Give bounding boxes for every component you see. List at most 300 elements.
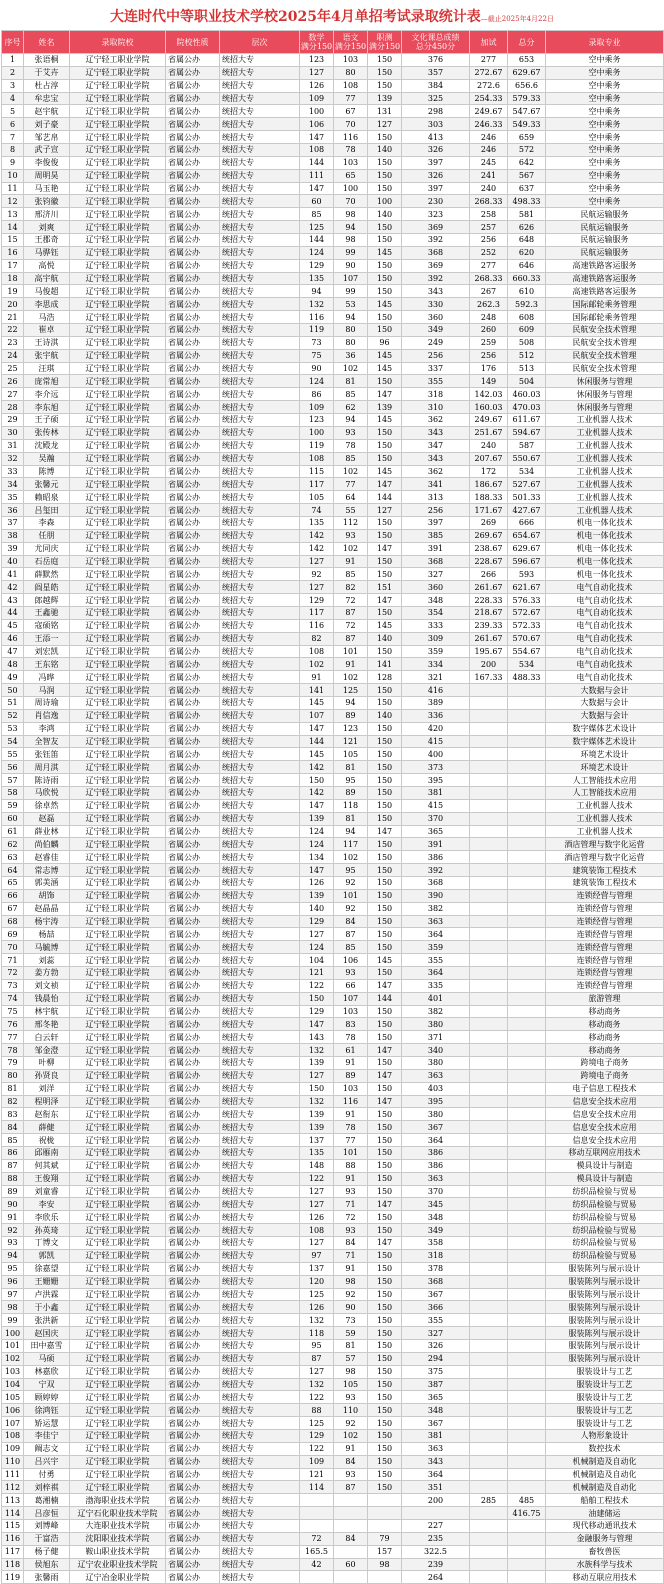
school-type: 省属公办	[166, 1044, 220, 1057]
admitted-school: 辽宁轻工职业学院	[70, 1327, 166, 1340]
school-type: 省属公办	[166, 324, 220, 337]
extra-test-score	[470, 1468, 508, 1481]
row-number: 71	[2, 954, 24, 967]
school-type: 省属公办	[166, 144, 220, 157]
table-row	[2, 812, 664, 825]
level: 统招大专	[220, 1391, 300, 1404]
row-number: 88	[2, 1172, 24, 1185]
chinese-score: 93	[334, 1391, 368, 1404]
level: 统招大专	[220, 324, 300, 337]
school-type: 省属公办	[166, 658, 220, 671]
chinese-score: 103	[334, 1005, 368, 1018]
level: 统招大专	[220, 1249, 300, 1262]
aptitude-score: 150	[368, 786, 402, 799]
culture-total: 363	[402, 1069, 470, 1082]
math-score: 42	[300, 1558, 334, 1571]
student-name: 孙贤良	[24, 1069, 70, 1082]
total-score	[508, 992, 546, 1005]
table-row	[2, 131, 664, 144]
chinese-score: 83	[334, 1018, 368, 1031]
level: 统招大专	[220, 1571, 300, 1584]
level: 统招大专	[220, 928, 300, 941]
culture-total: 375	[402, 1365, 470, 1378]
level: 统招大专	[220, 66, 300, 79]
row-number: 28	[2, 401, 24, 414]
table-row	[2, 1571, 664, 1584]
admitted-major: 现代移动通讯技术	[546, 1519, 664, 1532]
student-name: 祝栊	[24, 1134, 70, 1147]
level: 统招大专	[220, 709, 300, 722]
total-score	[508, 1532, 546, 1545]
culture-total: 348	[402, 1211, 470, 1224]
student-name: 王姗姗	[24, 1275, 70, 1288]
level: 统招大专	[220, 632, 300, 645]
total-score	[508, 864, 546, 877]
extra-test-score	[470, 1314, 508, 1327]
school-type: 省属公办	[166, 439, 220, 452]
extra-test-score	[470, 992, 508, 1005]
level: 统招大专	[220, 516, 300, 529]
school-type: 省属公办	[166, 79, 220, 92]
chinese-score: 98	[334, 234, 368, 247]
row-number: 57	[2, 774, 24, 787]
math-score: 150	[300, 1082, 334, 1095]
level: 统招大专	[220, 1185, 300, 1198]
row-number: 39	[2, 542, 24, 555]
chinese-score: 85	[334, 388, 368, 401]
student-name: 刘子豪	[24, 118, 70, 131]
school-type: 省属公办	[166, 388, 220, 401]
table-row	[2, 1558, 664, 1571]
total-score	[508, 1442, 546, 1455]
admitted-school: 辽宁轻工职业学院	[70, 1224, 166, 1237]
total-score	[508, 851, 546, 864]
chinese-score: 89	[334, 1069, 368, 1082]
student-name: 刘梓祺	[24, 1481, 70, 1494]
chinese-score: 121	[334, 735, 368, 748]
culture-total: 227	[402, 1519, 470, 1532]
student-name: 丁博文	[24, 1237, 70, 1250]
chinese-score: 105	[334, 1378, 368, 1391]
aptitude-score: 150	[368, 606, 402, 619]
culture-total: 391	[402, 542, 470, 555]
school-type: 省属公办	[166, 1172, 220, 1185]
level: 统招大专	[220, 1224, 300, 1237]
level: 统招大专	[220, 1031, 300, 1044]
school-type: 省属公办	[166, 491, 220, 504]
chinese-score: 103	[334, 156, 368, 169]
row-number: 12	[2, 195, 24, 208]
aptitude-score: 145	[368, 298, 402, 311]
math-score: 144	[300, 735, 334, 748]
table-row	[2, 555, 664, 568]
extra-test-score	[470, 851, 508, 864]
math-score: 100	[300, 426, 334, 439]
chinese-score	[334, 1507, 368, 1520]
level: 统招大专	[220, 79, 300, 92]
level: 统招大专	[220, 1442, 300, 1455]
level: 统招大专	[220, 684, 300, 697]
level: 统招大专	[220, 1198, 300, 1211]
admitted-major: 服装陈列与展示设计	[546, 1301, 664, 1314]
row-number: 55	[2, 748, 24, 761]
aptitude-score: 150	[368, 1185, 402, 1198]
school-type: 省属公办	[166, 92, 220, 105]
student-name: 高悦	[24, 259, 70, 272]
culture-total: 343	[402, 285, 470, 298]
admitted-school: 辽宁轻工职业学院	[70, 1095, 166, 1108]
table-row	[2, 1378, 664, 1391]
admitted-major: 服装陈列与展示设计	[546, 1352, 664, 1365]
level: 统招大专	[220, 156, 300, 169]
level: 统招大专	[220, 735, 300, 748]
math-score: 143	[300, 1031, 334, 1044]
culture-total: 397	[402, 156, 470, 169]
math-score: 127	[300, 66, 334, 79]
aptitude-score: 147	[368, 478, 402, 491]
table-row	[2, 336, 664, 349]
table-row	[2, 362, 664, 375]
admitted-school: 辽宁轻工职业学院	[70, 1005, 166, 1018]
culture-total: 369	[402, 221, 470, 234]
chinese-score: 91	[334, 658, 368, 671]
row-number: 69	[2, 928, 24, 941]
column-header: 层次	[220, 31, 300, 54]
aptitude-score: 145	[368, 362, 402, 375]
admitted-major: 人物形象设计	[546, 1429, 664, 1442]
extra-test-score	[470, 1224, 508, 1237]
column-header: 文化课总成绩 总分450分	[402, 31, 470, 54]
level: 统招大专	[220, 619, 300, 632]
extra-test-score	[470, 1455, 508, 1468]
admitted-school: 辽宁轻工职业学院	[70, 1159, 166, 1172]
total-score	[508, 1005, 546, 1018]
chinese-score: 78	[334, 144, 368, 157]
row-number: 102	[2, 1352, 24, 1365]
row-number: 16	[2, 246, 24, 259]
level: 统招大专	[220, 336, 300, 349]
table-row	[2, 542, 664, 555]
student-name: 胡饰	[24, 889, 70, 902]
admitted-school: 辽宁轻工职业学院	[70, 722, 166, 735]
school-type: 省属公办	[166, 825, 220, 838]
culture-total: 395	[402, 1095, 470, 1108]
total-score: 570.67	[508, 632, 546, 645]
chinese-score: 59	[334, 1327, 368, 1340]
level: 统招大专	[220, 118, 300, 131]
total-score: 485	[508, 1494, 546, 1507]
chinese-score: 108	[334, 79, 368, 92]
level: 统招大专	[220, 1147, 300, 1160]
chinese-score: 123	[334, 722, 368, 735]
admitted-school: 辽宁轻工职业学院	[70, 594, 166, 607]
admitted-school: 辽宁轻工职业学院	[70, 375, 166, 388]
school-type: 省属公办	[166, 1442, 220, 1455]
row-number: 19	[2, 285, 24, 298]
student-name: 赖昭泉	[24, 491, 70, 504]
total-score	[508, 889, 546, 902]
aptitude-score: 150	[368, 1147, 402, 1160]
chinese-score: 101	[334, 889, 368, 902]
student-name: 邱雁南	[24, 1147, 70, 1160]
table-row	[2, 414, 664, 427]
culture-total: 382	[402, 1005, 470, 1018]
aptitude-score: 150	[368, 1468, 402, 1481]
row-number: 27	[2, 388, 24, 401]
student-name: 吕玺田	[24, 504, 70, 517]
admitted-school: 辽宁轻工职业学院	[70, 786, 166, 799]
culture-total: 384	[402, 79, 470, 92]
total-score	[508, 696, 546, 709]
extra-test-score: 249.67	[470, 105, 508, 118]
admitted-major: 大数据与会计	[546, 684, 664, 697]
student-name: 牟忠宝	[24, 92, 70, 105]
level: 统招大专	[220, 979, 300, 992]
aptitude-score: 147	[368, 594, 402, 607]
aptitude-score: 150	[368, 66, 402, 79]
aptitude-score: 150	[368, 1005, 402, 1018]
row-number: 30	[2, 426, 24, 439]
table-row	[2, 915, 664, 928]
chinese-score: 81	[334, 375, 368, 388]
school-type: 省属公办	[166, 774, 220, 787]
total-score	[508, 979, 546, 992]
math-score: 121	[300, 967, 334, 980]
total-score: 646	[508, 259, 546, 272]
math-score: 117	[300, 606, 334, 619]
culture-total: 323	[402, 208, 470, 221]
extra-test-score: 272.6	[470, 79, 508, 92]
school-type: 省属公办	[166, 761, 220, 774]
chinese-score: 94	[334, 311, 368, 324]
level: 统招大专	[220, 1404, 300, 1417]
row-number: 104	[2, 1378, 24, 1391]
chinese-score: 93	[334, 1468, 368, 1481]
admitted-school: 辽宁轻工职业学院	[70, 1082, 166, 1095]
student-name: 邹艺帛	[24, 131, 70, 144]
header-row	[2, 31, 664, 54]
student-name: 任朋	[24, 529, 70, 542]
admitted-school: 辽宁轻工职业学院	[70, 1121, 166, 1134]
math-score: 108	[300, 1224, 334, 1237]
table-row	[2, 1082, 664, 1095]
math-score: 132	[300, 1378, 334, 1391]
school-type: 省属公办	[166, 1429, 220, 1442]
school-type: 省属公办	[166, 735, 220, 748]
total-score: 576.33	[508, 594, 546, 607]
culture-total: 343	[402, 1455, 470, 1468]
admitted-major: 机电一体化技术	[546, 555, 664, 568]
chinese-score: 92	[334, 877, 368, 890]
table-row	[2, 1044, 664, 1057]
extra-test-score	[470, 941, 508, 954]
culture-total: 256	[402, 349, 470, 362]
school-type: 省属公办	[166, 606, 220, 619]
extra-test-score	[470, 928, 508, 941]
level: 统招大专	[220, 1237, 300, 1250]
table-row	[2, 838, 664, 851]
school-type: 省属公办	[166, 1532, 220, 1545]
extra-test-score	[470, 1134, 508, 1147]
culture-total: 387	[402, 1378, 470, 1391]
total-score: 579.33	[508, 92, 546, 105]
student-name: 马硕	[24, 1352, 70, 1365]
admitted-major: 休闲服务与管理	[546, 401, 664, 414]
level: 统招大专	[220, 311, 300, 324]
table-row	[2, 1314, 664, 1327]
aptitude-score: 150	[368, 568, 402, 581]
school-type: 省属公办	[166, 1288, 220, 1301]
student-name: 李俊俊	[24, 156, 70, 169]
aptitude-score: 139	[368, 92, 402, 105]
row-number: 32	[2, 452, 24, 465]
total-score: 534	[508, 658, 546, 671]
admitted-major: 电气自动化技术	[546, 671, 664, 684]
row-number: 110	[2, 1455, 24, 1468]
row-number: 18	[2, 272, 24, 285]
aptitude-score: 150	[368, 1455, 402, 1468]
chinese-score	[334, 1571, 368, 1584]
level: 统招大专	[220, 1121, 300, 1134]
math-score: 126	[300, 1211, 334, 1224]
admitted-major: 纺织品检验与贸易	[546, 1198, 664, 1211]
level: 统招大专	[220, 1352, 300, 1365]
total-score	[508, 735, 546, 748]
math-score: 129	[300, 915, 334, 928]
table-row	[2, 1494, 664, 1507]
chinese-score: 117	[334, 838, 368, 851]
aptitude-score: 150	[368, 696, 402, 709]
admitted-major: 空中乘务	[546, 105, 664, 118]
table-row	[2, 902, 664, 915]
student-name: 马欣悦	[24, 786, 70, 799]
math-score: 137	[300, 1262, 334, 1275]
extra-test-score	[470, 1378, 508, 1391]
admitted-school: 辽宁轻工职业学院	[70, 735, 166, 748]
school-type: 省属公办	[166, 1378, 220, 1391]
row-number: 9	[2, 156, 24, 169]
math-score: 108	[300, 645, 334, 658]
level: 统招大专	[220, 375, 300, 388]
aptitude-score: 150	[368, 967, 402, 980]
school-type: 省属公办	[166, 581, 220, 594]
student-name: 马玉艳	[24, 182, 70, 195]
culture-total: 318	[402, 388, 470, 401]
chinese-score: 80	[334, 336, 368, 349]
student-name: 张传林	[24, 426, 70, 439]
math-score: 116	[300, 311, 334, 324]
student-name: 赵国庆	[24, 1327, 70, 1340]
aptitude-score: 150	[368, 1327, 402, 1340]
culture-total: 235	[402, 1532, 470, 1545]
extra-test-score	[470, 1044, 508, 1057]
admitted-school: 辽宁轻工职业学院	[70, 645, 166, 658]
culture-total: 376	[402, 54, 470, 67]
row-number: 14	[2, 221, 24, 234]
student-name: 肖信逸	[24, 709, 70, 722]
student-name: 李佳宁	[24, 1429, 70, 1442]
chinese-score: 99	[334, 246, 368, 259]
level: 统招大专	[220, 144, 300, 157]
admitted-major: 移动商务	[546, 1018, 664, 1031]
extra-test-score: 239.33	[470, 619, 508, 632]
admitted-school: 辽宁轻工职业学院	[70, 761, 166, 774]
aptitude-score: 150	[368, 439, 402, 452]
chinese-score: 84	[334, 915, 368, 928]
table-row	[2, 1262, 664, 1275]
admitted-school: 辽宁轻工职业学院	[70, 414, 166, 427]
culture-total: 360	[402, 581, 470, 594]
admitted-major: 电子信息工程技术	[546, 1082, 664, 1095]
admitted-major: 移动互联网应用技术	[546, 1147, 664, 1160]
student-name: 赵晶晶	[24, 902, 70, 915]
culture-total: 200	[402, 1494, 470, 1507]
culture-total: 380	[402, 1018, 470, 1031]
chinese-score: 100	[334, 182, 368, 195]
level: 统招大专	[220, 1288, 300, 1301]
aptitude-score: 150	[368, 735, 402, 748]
level: 统招大专	[220, 491, 300, 504]
extra-test-score	[470, 915, 508, 928]
chinese-score: 98	[334, 208, 368, 221]
student-name: 林宇航	[24, 1005, 70, 1018]
admitted-major: 工业机器人技术	[546, 825, 664, 838]
student-name: 矫运慧	[24, 1417, 70, 1430]
chinese-score: 77	[334, 478, 368, 491]
level: 统招大专	[220, 761, 300, 774]
aptitude-score: 150	[368, 1031, 402, 1044]
extra-test-score: 167.33	[470, 671, 508, 684]
student-name: 刘文祯	[24, 979, 70, 992]
extra-test-score	[470, 889, 508, 902]
level: 统招大专	[220, 285, 300, 298]
row-number: 86	[2, 1147, 24, 1160]
admitted-major: 模具设计与制造	[546, 1159, 664, 1172]
table-row	[2, 851, 664, 864]
table-row	[2, 92, 664, 105]
school-type: 省属公办	[166, 156, 220, 169]
student-name: 李安	[24, 1198, 70, 1211]
total-score: 488.33	[508, 671, 546, 684]
admitted-major: 移动商务	[546, 1031, 664, 1044]
admitted-school: 辽宁轻工职业学院	[70, 92, 166, 105]
table-row	[2, 54, 664, 67]
math-score: 102	[300, 658, 334, 671]
total-score	[508, 1044, 546, 1057]
math-score: 124	[300, 825, 334, 838]
admitted-school: 辽宁轻工职业学院	[70, 581, 166, 594]
column-header: 职测 满分150	[368, 31, 402, 54]
level: 统招大专	[220, 864, 300, 877]
math-score: 139	[300, 1108, 334, 1121]
chinese-score: 102	[334, 1429, 368, 1442]
math-score: 125	[300, 1417, 334, 1430]
chinese-score: 91	[334, 1108, 368, 1121]
chinese-score: 98	[334, 1275, 368, 1288]
admitted-major: 服装陈列与展示设计	[546, 1339, 664, 1352]
admitted-school: 辽宁轻工职业学院	[70, 606, 166, 619]
aptitude-score: 150	[368, 928, 402, 941]
aptitude-score	[368, 1571, 402, 1584]
total-score: 547.67	[508, 105, 546, 118]
chinese-score: 81	[334, 1339, 368, 1352]
table-row	[2, 1275, 664, 1288]
admitted-school: 辽宁轻工职业学院	[70, 1031, 166, 1044]
extra-test-score	[470, 979, 508, 992]
chinese-score: 93	[334, 1224, 368, 1237]
total-score: 572.33	[508, 619, 546, 632]
student-name: 赵宇航	[24, 105, 70, 118]
